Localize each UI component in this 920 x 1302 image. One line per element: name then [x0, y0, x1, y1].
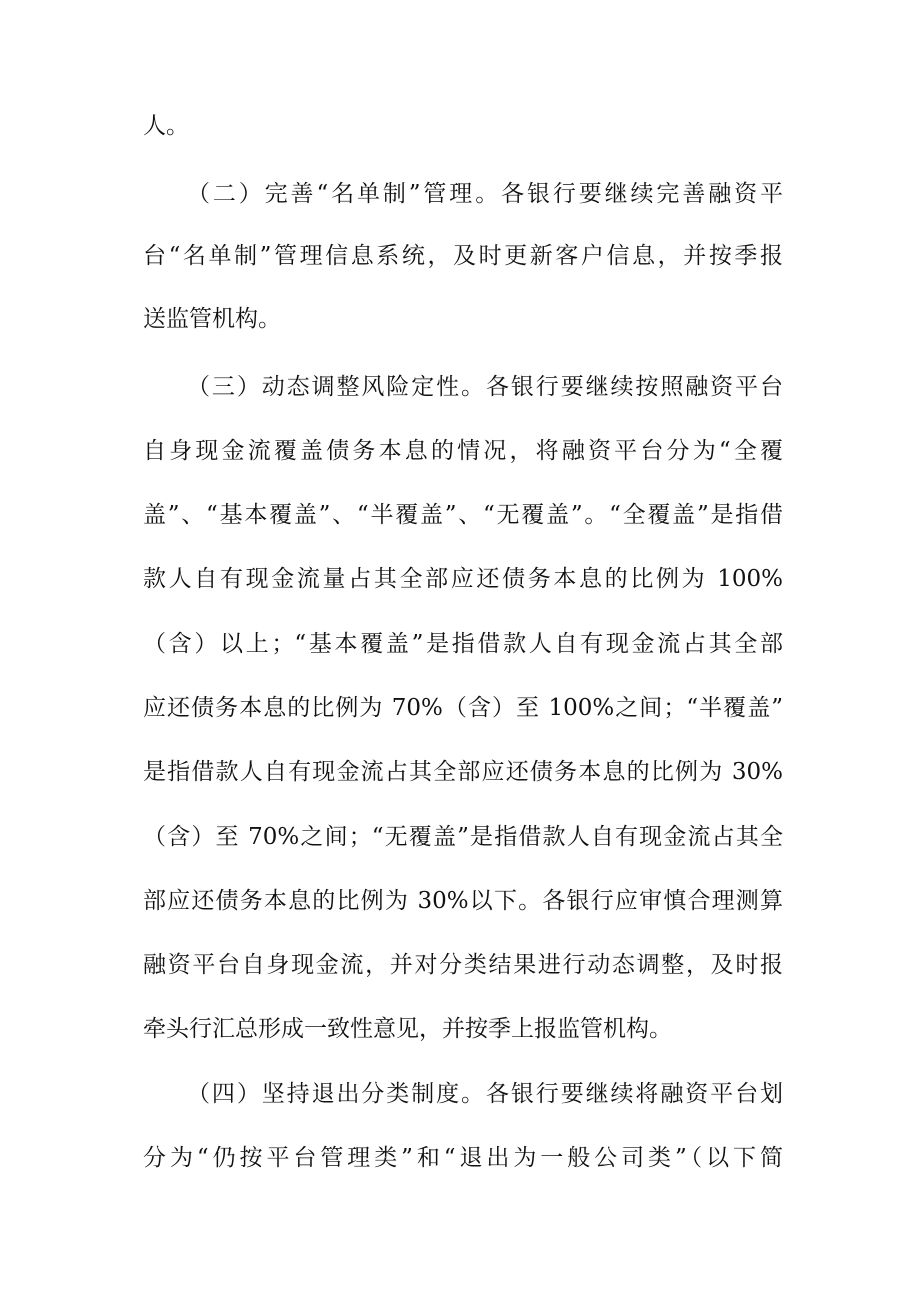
paragraph-line: 送监管机构。	[143, 306, 281, 332]
paragraph-line: （四）坚持退出分类制度。各银行要继续将融资平台划	[187, 1081, 783, 1107]
paragraph-line: 人。	[143, 113, 189, 139]
paragraph-line: 款人自有现金流量占其全部应还债务本息的比例为 100%	[143, 566, 783, 592]
paragraph-line: 分为“仍按平台管理类”和“退出为一般公司类”（以下简	[143, 1145, 783, 1171]
paragraph-line: （二）完善“名单制”管理。各银行要继续完善融资平	[187, 181, 783, 207]
paragraph-line: （含）至 70%之间；“无覆盖”是指借款人自有现金流占其全	[143, 824, 783, 850]
paragraph-line: 台“名单制”管理信息系统，及时更新客户信息，并按季报	[143, 243, 783, 269]
paragraph-line: 部应还债务本息的比例为 30%以下。各银行应审慎合理测算	[143, 888, 783, 914]
paragraph-line: 融资平台自身现金流，并对分类结果进行动态调整，及时报	[143, 952, 783, 978]
paragraph-line: （含）以上；“基本覆盖”是指借款人自有现金流占其全部	[143, 631, 783, 657]
paragraph-line: （三）动态调整风险定性。各银行要继续按照融资平台	[187, 374, 783, 400]
paragraph-line: 盖”、“基本覆盖”、“半覆盖”、“无覆盖”。“全覆盖”是指借	[143, 502, 783, 528]
paragraph-line: 自身现金流覆盖债务本息的情况，将融资平台分为“全覆	[143, 438, 783, 464]
paragraph-line: 是指借款人自有现金流占其全部应还债务本息的比例为 30%	[143, 759, 783, 785]
paragraph-line: 应还债务本息的比例为 70%（含）至 100%之间；“半覆盖”	[143, 695, 783, 721]
paragraph-line: 牵头行汇总形成一致性意见，并按季上报监管机构。	[143, 1016, 672, 1042]
